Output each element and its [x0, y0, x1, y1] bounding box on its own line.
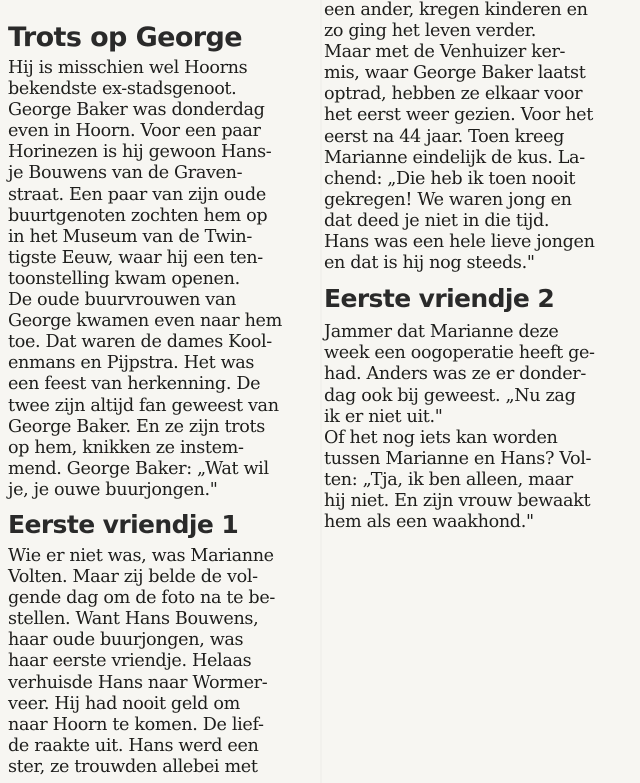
text-line: chend: „Die heb ik toen nooit [324, 168, 576, 189]
text-line: Of het nog iets kan worden [324, 427, 558, 448]
text-line: ster, ze trouwden allebei met [8, 756, 258, 777]
section-heading-eerste-vriendje-2: Eerste vriendje 2 [324, 284, 555, 314]
text-line: op hem, knikken ze instem- [8, 437, 244, 458]
text-line: een feest van herkenning. De [8, 374, 261, 395]
article-title: Trots op George [8, 22, 242, 53]
text-line: Hij is misschien wel Hoorns [8, 58, 248, 78]
text-line: even in Hoorn. Voor een paar [8, 121, 261, 142]
text-line: het eerst weer gezien. Voor het [324, 105, 593, 126]
text-line: stellen. Want Hans Bouwens, [8, 609, 259, 630]
text-line: eerst na 44 jaar. Toen kreeg [324, 126, 565, 147]
text-line: Jammer dat Marianne deze [324, 322, 559, 343]
section1-paragraph-right [324, 0, 624, 274]
text-line: week een oogoperatie heeft ge- [324, 343, 595, 364]
right-column [324, 0, 624, 533]
text-line: Maar met de Venhuizer ker- [324, 42, 566, 63]
text-line: zo ging het leven verder. [324, 21, 537, 42]
text-line: dag ook bij geweest. „Nu zag [324, 385, 576, 406]
text-line: De oude buurvrouwen van [8, 290, 237, 311]
left-column [8, 0, 313, 778]
text-line: optrad, hebben ze elkaar voor [324, 84, 583, 105]
text-line: mis, waar George Baker laatst [324, 63, 586, 84]
text-line: een ander, kregen kinderen en [324, 0, 588, 20]
text-line: hij niet. En zijn vrouw bewaakt [324, 490, 591, 511]
text-line: George kwamen even naar hem [8, 311, 282, 332]
text-line: haar oude buurjongen, was [8, 630, 244, 651]
text-line: George Baker was donderdag [8, 100, 265, 121]
text-line: de raakte uit. Hans werd een [8, 735, 259, 756]
text-line: je, je ouwe buurjongen." [8, 479, 218, 500]
text-line: toe. Dat waren de dames Kool- [8, 332, 272, 353]
text-line: tussen Marianne en Hans? Vol- [324, 448, 592, 469]
text-line: hem als een waakhond." [324, 512, 534, 533]
section1-paragraph-left [8, 546, 313, 778]
text-line: dat deed je niet in die tijd. [324, 210, 550, 231]
text-line: twee zijn altijd fan geweest van [8, 395, 279, 416]
text-line: je Bouwens van de Graven- [8, 163, 243, 184]
text-line: gekregen! We waren jong en [324, 189, 572, 210]
text-line: Horinezen is hij gewoon Hans- [8, 142, 272, 163]
text-line: Marianne eindelijk de kus. La- [324, 147, 585, 168]
text-line: Volten. Maar zij belde de vol- [8, 567, 258, 588]
text-line: veer. Hij had nooit geld om [8, 693, 240, 714]
text-line: had. Anders was ze er donder- [324, 364, 586, 385]
text-line: verhuisde Hans naar Wormer- [8, 672, 268, 693]
text-line: Wie er niet was, was Marianne [8, 545, 274, 566]
text-line: gende dag om de foto na te be- [8, 588, 275, 609]
text-line: en dat is hij nog steeds." [324, 253, 535, 274]
text-line: ik er niet uit." [324, 406, 443, 427]
text-line: enmans en Pijpstra. Het was [8, 353, 255, 374]
text-line: straat. Een paar van zijn oude [8, 184, 266, 205]
text-line: Hans was een hele lieve jongen [324, 232, 595, 253]
text-line: tigste Eeuw, waar hij een ten- [8, 247, 263, 268]
text-line: in het Museum van de Twin- [8, 226, 252, 247]
text-line: bekendste ex-stadsgenoot. [8, 79, 237, 100]
intro-paragraph [8, 58, 313, 501]
section2-paragraph [324, 322, 624, 533]
text-line: ten: „Tja, ik ben alleen, maar [324, 469, 573, 490]
column-gutter [320, 0, 322, 783]
text-line: mend. George Baker: „Wat wil [8, 458, 269, 479]
text-line: naar Hoorn te komen. De lief- [8, 714, 264, 735]
text-line: George Baker. En ze zijn trots [8, 416, 265, 437]
text-line: buurtgenoten zochten hem op [8, 205, 268, 226]
text-line: haar eerste vriendje. Helaas [8, 651, 252, 672]
text-line: toonstelling kwam openen. [8, 268, 240, 289]
section-heading-eerste-vriendje-1: Eerste vriendje 1 [8, 509, 239, 539]
